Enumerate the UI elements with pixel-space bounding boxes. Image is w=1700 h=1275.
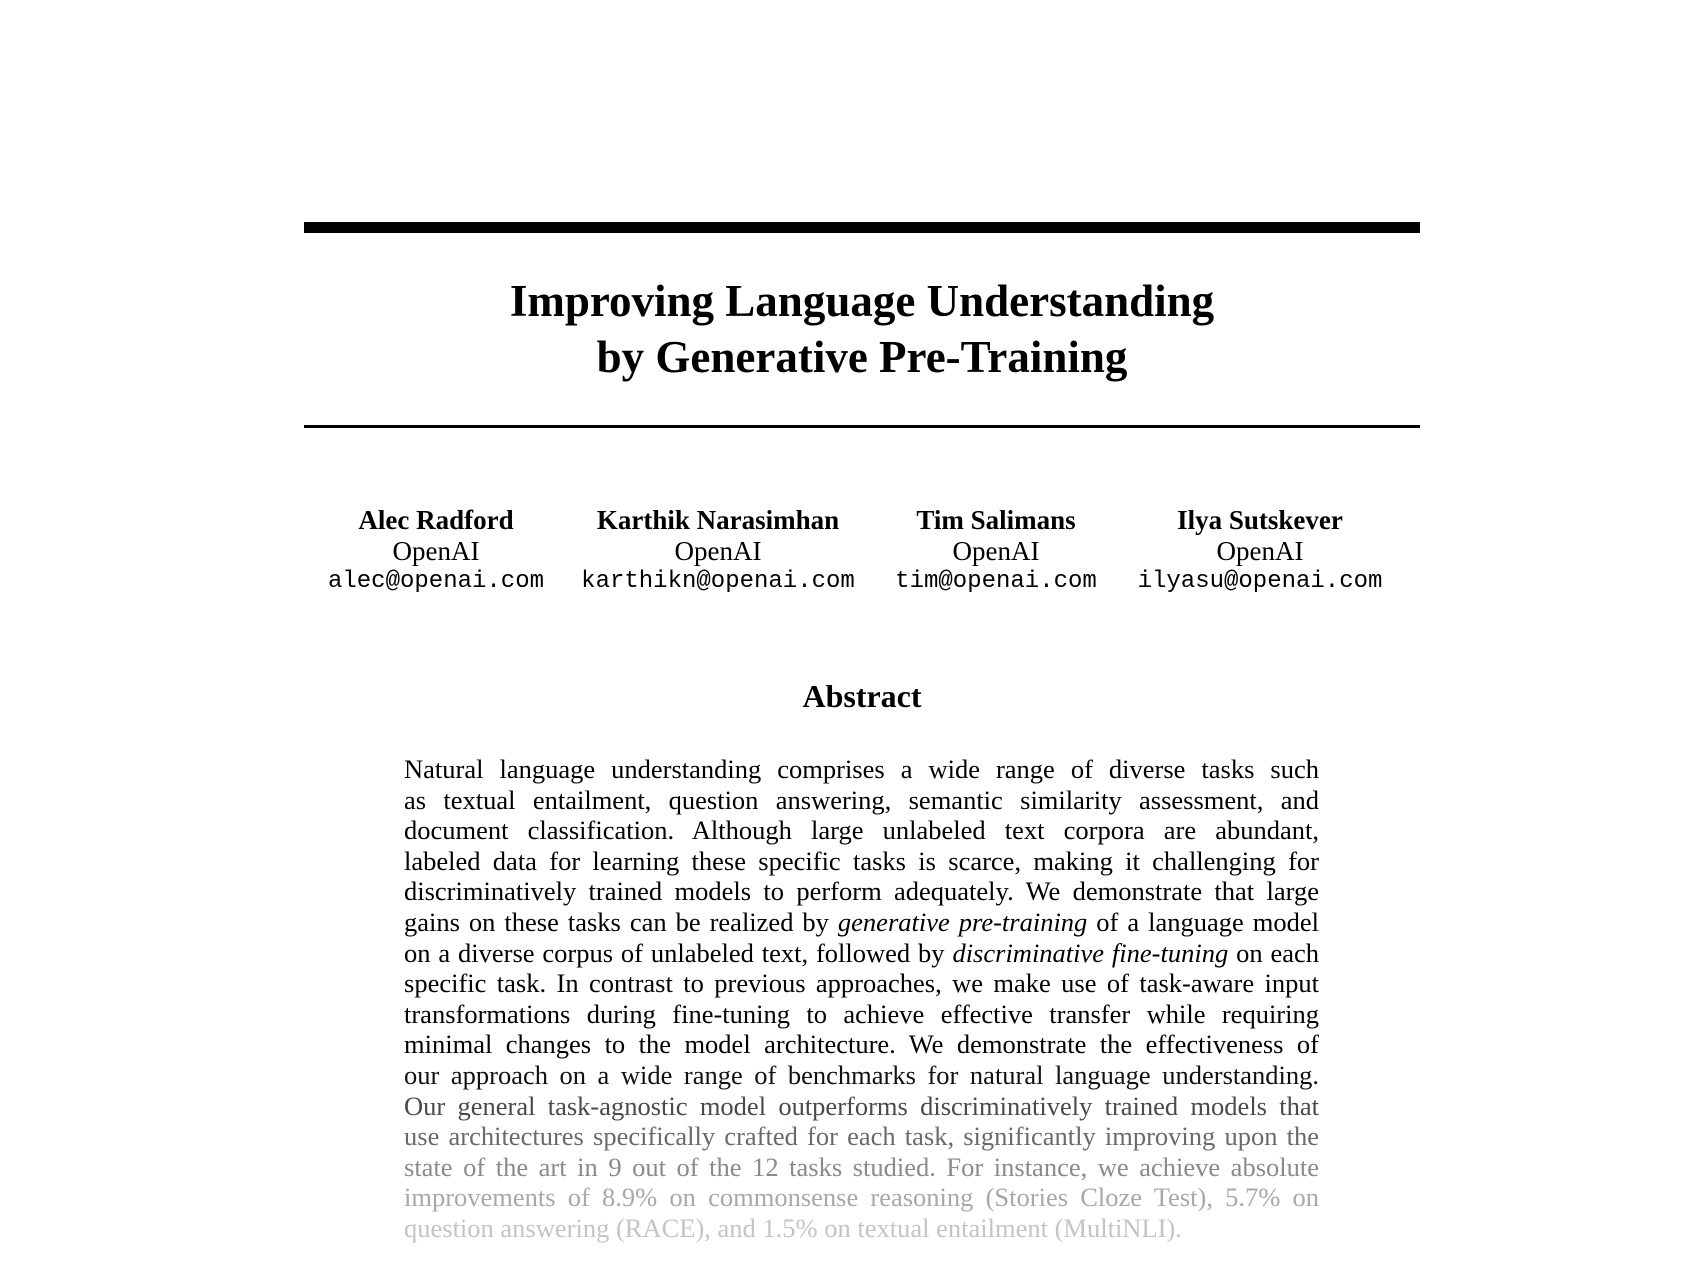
author-email: ilyasu@openai.com	[1137, 568, 1383, 595]
abstract-line: on a diverse corpus of unlabeled text, followed by discriminative fine-tuning on each	[404, 937, 1319, 968]
author-block-salimans	[895, 505, 1097, 597]
abstract-line: discriminatively trained models to perform adequately. We demonstrate that large	[404, 876, 1319, 907]
author-affiliation: OpenAI	[674, 536, 762, 566]
abstract-line: transformations during fine-tuning to achieve effective transfer while requiring	[404, 998, 1319, 1029]
abstract-line: specific task. In contrast to previous approaches, we make use of task-aware input	[404, 968, 1319, 999]
abstract-line: use architectures specifically crafted for each task, significantly improving upon the	[404, 1121, 1319, 1152]
author-name: Karthik Narasimhan	[596, 505, 840, 535]
emphasis-discriminative-finetuning: discriminative fine-tuning	[952, 937, 1229, 968]
author-block-radford	[328, 505, 544, 597]
author-affiliation: OpenAI	[1216, 536, 1304, 566]
author-name: Alec Radford	[358, 505, 514, 535]
abstract-line: Natural language understanding comprises a wide range of diverse tasks such	[404, 754, 1319, 784]
abstract-body	[404, 754, 1319, 1244]
author-name: Tim Salimans	[916, 505, 1076, 535]
emphasis-generative-pretraining: generative pre-training	[837, 906, 1088, 937]
abstract-heading: Abstract	[802, 678, 922, 714]
abstract-line: state of the art in 9 out of the 12 tasks studied. For instance, we achieve absolute	[404, 1151, 1319, 1182]
paper-title-line-2: by Generative Pre-Training	[596, 332, 1128, 382]
author-block-sutskever	[1138, 505, 1383, 597]
abstract-line: as textual entailment, question answering, semantic similarity assessment, and	[404, 784, 1319, 815]
abstract-line: Our general task-agnostic model outperforms discriminatively trained models that	[404, 1090, 1319, 1121]
author-affiliation: OpenAI	[952, 536, 1040, 566]
author-email: tim@openai.com	[895, 568, 1097, 595]
abstract-line: our approach on a wide range of benchmarks for natural language understanding.	[404, 1059, 1319, 1090]
abstract-line: document classification. Although large unlabeled text corpora are abundant,	[404, 815, 1319, 846]
title-top-rule	[304, 222, 1420, 233]
abstract-line: question answering (RACE), and 1.5% on textual entailment (MultiNLI).	[404, 1212, 1182, 1243]
paper-title-line-1: Improving Language Understanding	[509, 276, 1215, 326]
abstract-line: gains on these tasks can be realized by generative pre-training of a language model	[404, 906, 1319, 937]
author-affiliation: OpenAI	[392, 536, 480, 566]
author-email: karthikn@openai.com	[581, 568, 855, 595]
abstract-line: labeled data for learning these specific tasks is scarce, making it challenging for	[404, 845, 1319, 876]
author-email: alec@openai.com	[327, 568, 545, 595]
abstract-line: improvements of 8.9% on commonsense reasoning (Stories Cloze Test), 5.7% on	[404, 1182, 1319, 1213]
title-bottom-rule	[304, 425, 1420, 428]
abstract-line: minimal changes to the model architecture. We demonstrate the effectiveness of	[404, 1029, 1319, 1060]
author-block-narasimhan	[581, 505, 855, 597]
author-name: Ilya Sutskever	[1177, 505, 1343, 535]
